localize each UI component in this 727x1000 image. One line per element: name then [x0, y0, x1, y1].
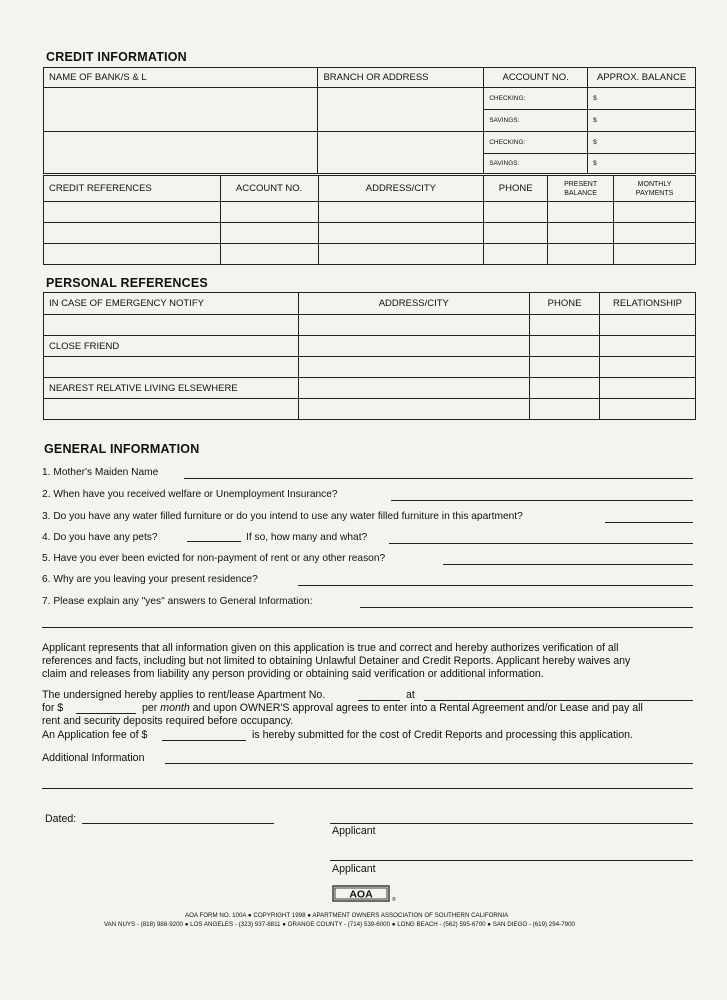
- ref-cell[interactable]: [614, 202, 696, 223]
- monthly-payments-header: MONTHLY PAYMENTS: [614, 176, 696, 202]
- applicant-label-1: Applicant: [332, 825, 376, 837]
- bank-name-field-2[interactable]: [44, 132, 318, 174]
- dollar-sign: $: [593, 139, 597, 146]
- branch-address-header: BRANCH OR ADDRESS: [318, 68, 484, 88]
- branch-field-1[interactable]: [318, 88, 484, 132]
- application-fee-label: An Application fee of $: [42, 729, 148, 741]
- checking-balance-2[interactable]: [588, 132, 696, 154]
- explain-yes-field-2[interactable]: [42, 627, 693, 628]
- question-water-furniture: 3. Do you have any water filled furniture or do you intend to use any water filled furniture in this apartment?: [42, 511, 523, 522]
- pets-how-many-label: If so, how many and what?: [246, 532, 368, 543]
- credit-information-title: CREDIT INFORMATION: [46, 50, 187, 64]
- present-balance-header: PRESENT BALANCE: [548, 176, 614, 202]
- credit-references-header: CREDIT REFERENCES: [44, 176, 221, 202]
- apartment-number-field[interactable]: [358, 700, 400, 701]
- ref-address-header: ADDRESS/CITY: [318, 176, 484, 202]
- friend-address-field-2[interactable]: [298, 357, 530, 378]
- additional-information-field[interactable]: [165, 763, 693, 764]
- friend-phone-field[interactable]: [530, 336, 600, 357]
- ref-cell[interactable]: [484, 202, 548, 223]
- registered-mark: ®: [392, 897, 396, 902]
- friend-relationship-field[interactable]: [600, 336, 696, 357]
- rent-amount-field[interactable]: [76, 713, 136, 714]
- credit-references-table: [43, 175, 696, 265]
- question-welfare: 2. When have you received welfare or Unemployment Insurance?: [42, 489, 338, 500]
- water-furniture-field[interactable]: [605, 522, 693, 523]
- bank-name-field-1[interactable]: [44, 88, 318, 132]
- owner-approval-text: and upon OWNER'S approval agrees to enter into a Rental Agreement and/or Lease and pay all: [192, 702, 643, 714]
- agreement-at-label: at: [406, 689, 415, 701]
- ref-account-header: ACCOUNT NO.: [220, 176, 318, 202]
- personal-references-title: PERSONAL REFERENCES: [46, 276, 208, 290]
- relative-address-field-2[interactable]: [298, 399, 530, 420]
- relative-phone-field-2[interactable]: [530, 399, 600, 420]
- footer-line-2: VAN NUYS - (818) 988-9200 ● LOS ANGELES - (323) 937-8811 ● ORANGE COUNTY - (714) 539-6000 ● LONG BEACH - (562) 595-6700 ● SAN DIEGO - (619) 294-7900: [104, 921, 575, 928]
- ref-cell[interactable]: [220, 223, 318, 244]
- emergency-name-field[interactable]: [44, 315, 299, 336]
- ref-cell[interactable]: [484, 244, 548, 265]
- checking-balance-1[interactable]: [588, 88, 696, 110]
- friend-name-field[interactable]: [44, 357, 299, 378]
- question-explain-yes: 7. Please explain any "yes" answers to General Information:: [42, 596, 313, 607]
- mothers-maiden-name-field[interactable]: [184, 478, 693, 479]
- per-label: per: [142, 702, 158, 714]
- question-mothers-maiden-name: 1. Mother's Maiden Name: [42, 467, 159, 478]
- friend-address-field[interactable]: [298, 336, 530, 357]
- aoa-logo: [332, 885, 396, 902]
- bank-accounts-table: [43, 67, 696, 174]
- ref-cell[interactable]: [548, 202, 614, 223]
- bank-name-header: NAME OF BANK/S & L: [44, 68, 318, 88]
- friend-phone-field-2[interactable]: [530, 357, 600, 378]
- personal-address-header: ADDRESS/CITY: [298, 293, 530, 315]
- agreement-rent-line: [142, 702, 643, 714]
- applicant-label-2: Applicant: [332, 863, 376, 875]
- dated-label: Dated:: [45, 813, 77, 825]
- ref-cell[interactable]: [44, 202, 221, 223]
- application-fee-text: is hereby submitted for the cost of Credit Reports and processing this application.: [252, 729, 633, 741]
- general-information-title: GENERAL INFORMATION: [44, 442, 200, 456]
- relative-relationship-field[interactable]: [600, 378, 696, 399]
- agreement-rent-prefix: for $: [42, 702, 64, 714]
- ref-cell[interactable]: [220, 202, 318, 223]
- relative-relationship-field-2[interactable]: [600, 399, 696, 420]
- nearest-relative-label: NEAREST RELATIVE LIVING ELSEWHERE: [44, 378, 299, 399]
- relationship-header: RELATIONSHIP: [600, 293, 696, 315]
- statement-line-3: claim and releases from liability any person providing or obtaining said verification or additional information.: [42, 668, 544, 680]
- close-friend-label: CLOSE FRIEND: [44, 336, 299, 357]
- account-number-header: ACCOUNT NO.: [484, 68, 588, 88]
- month-label: month: [160, 702, 190, 714]
- leaving-residence-field[interactable]: [298, 585, 693, 586]
- branch-field-2[interactable]: [318, 132, 484, 174]
- ref-cell[interactable]: [548, 223, 614, 244]
- question-evicted: 5. Have you ever been evicted for non-payment of rent or any other reason?: [42, 553, 386, 564]
- evicted-field[interactable]: [443, 564, 693, 565]
- savings-balance-2[interactable]: [588, 154, 696, 174]
- footer-line-1: AOA FORM NO. 100A ● COPYRIGHT 1998 ● APARTMENT OWNERS ASSOCIATION OF SOUTHERN CALIFORNIA: [185, 912, 509, 919]
- applicant-signature-line-1[interactable]: [330, 823, 693, 824]
- savings-label-2: SAVINGS:: [484, 154, 588, 174]
- checking-label-1: CHECKING:: [484, 88, 588, 110]
- savings-label-1: SAVINGS:: [484, 110, 588, 132]
- question-leaving-residence: 6. Why are you leaving your present residence?: [42, 574, 258, 585]
- ref-cell[interactable]: [548, 244, 614, 265]
- checking-label-2: CHECKING:: [484, 132, 588, 154]
- emergency-address-field[interactable]: [298, 315, 530, 336]
- emergency-phone-field[interactable]: [530, 315, 600, 336]
- ref-cell[interactable]: [614, 223, 696, 244]
- emergency-relationship-field[interactable]: [600, 315, 696, 336]
- applicant-signature-line-2[interactable]: [330, 860, 693, 861]
- relative-name-field[interactable]: [44, 399, 299, 420]
- ref-cell[interactable]: [44, 244, 221, 265]
- relative-phone-field[interactable]: [530, 378, 600, 399]
- emergency-contact-header: IN CASE OF EMERGENCY NOTIFY: [44, 293, 299, 315]
- ref-cell[interactable]: [220, 244, 318, 265]
- question-pets: 4. Do you have any pets?: [42, 532, 158, 543]
- personal-phone-header: PHONE: [530, 293, 600, 315]
- explain-yes-field[interactable]: [360, 607, 693, 608]
- ref-cell[interactable]: [44, 223, 221, 244]
- dated-field[interactable]: [82, 823, 274, 824]
- approx-balance-header: APPROX. BALANCE: [588, 68, 696, 88]
- statement-line-2: references and facts, including but not limited to obtaining Unlawful Detainer and Credit Reports. Applicant hereby waives any: [42, 655, 631, 667]
- agreement-apartment-label: The undersigned hereby applies to rent/lease Apartment No.: [42, 689, 326, 701]
- welfare-field[interactable]: [391, 500, 693, 501]
- ref-cell[interactable]: [318, 223, 484, 244]
- friend-relationship-field-2[interactable]: [600, 357, 696, 378]
- ref-cell[interactable]: [484, 223, 548, 244]
- personal-references-table: [43, 292, 696, 420]
- ref-phone-header: PHONE: [484, 176, 548, 202]
- statement-line-1: Applicant represents that all information given on this application is true and correct and hereby authorizes verification of all: [42, 642, 619, 654]
- pets-how-many-field[interactable]: [389, 543, 693, 544]
- dollar-sign: $: [593, 95, 597, 102]
- additional-information-label: Additional Information: [42, 752, 145, 764]
- pets-field[interactable]: [187, 541, 241, 542]
- relative-address-field[interactable]: [298, 378, 530, 399]
- ref-cell[interactable]: [614, 244, 696, 265]
- dollar-sign: $: [593, 117, 597, 124]
- ref-cell[interactable]: [318, 202, 484, 223]
- agreement-occupancy-line: rent and security deposits required before occupancy.: [42, 715, 294, 727]
- application-fee-field[interactable]: [162, 740, 246, 741]
- savings-balance-1[interactable]: [588, 110, 696, 132]
- dollar-sign: $: [593, 160, 597, 167]
- ref-cell[interactable]: [318, 244, 484, 265]
- apartment-address-field[interactable]: [424, 700, 693, 701]
- aoa-logo-text: AOA: [349, 888, 373, 901]
- additional-information-field-2[interactable]: [42, 788, 693, 789]
